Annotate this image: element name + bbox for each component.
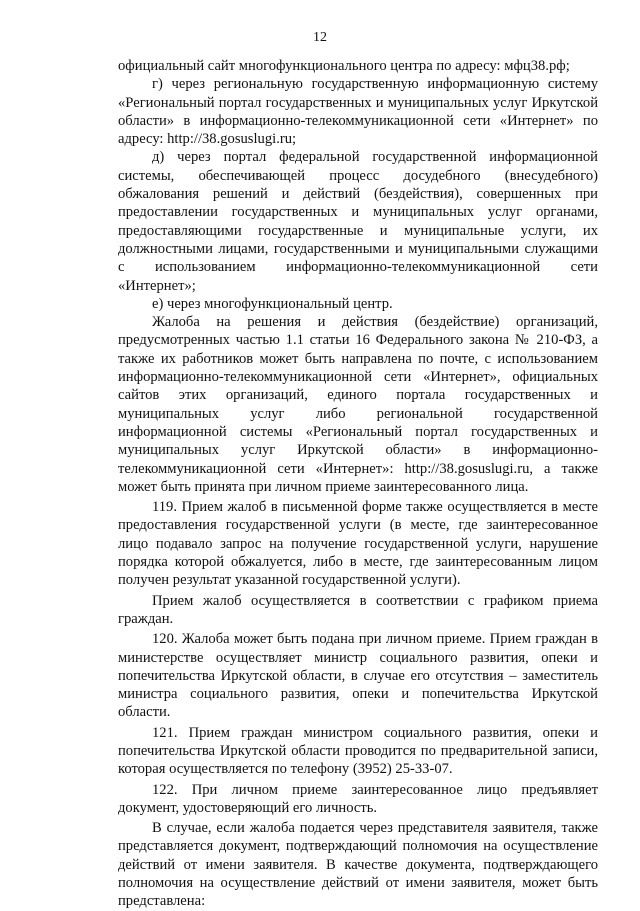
paragraph-item-d: д) через портал федеральной государственной информационной системы, обеспечивающей процесс досудебного (внесудебного) обжалования решений и действий (бездействия), совершенных при предоставлении государственных и муниципальных услуг органами, предоставляющими государственные и муниципальные услуги, их должностными лицами, государственными и муниципальными служащими с использованием информационно-телекоммуникационной сети «Интернет»;: [118, 149, 598, 294]
paragraph-119: 119. Прием жалоб в письменной форме также осуществляется в месте предоставления государственной услуги (в месте, где заинтересованное лицо подавало запрос на получение государственной услуги, нарушение порядка которой обжалуется, либо в месте, где заинтересованным лицом получен результат указанной государственной услуги).: [118, 499, 598, 589]
paragraph-item-g: г) через региональную государственную информационную систему «Региональный портал государственных и муниципальных услуг Иркутской области» в информационно-телекоммуникационной сети «Интернет» по адресу: http://38.gosuslugi.ru;: [118, 76, 598, 148]
paragraph-item-e: е) через многофункциональный центр.: [152, 295, 393, 312]
paragraph-schedule: Прием жалоб осуществляется в соответствии с графиком приема граждан.: [118, 592, 598, 627]
paragraph-website: официальный сайт многофункционального центра по адресу: мфц38.рф;: [118, 58, 570, 74]
paragraph-120: 120. Жалоба может быть подана при личном приеме. Прием граждан в министерстве осуществляет министр социального развития, опеки и попечительства Иркутской области, в случае его отсутствия – заместитель министра социального развития, опеки и попечительства Иркутской области.: [118, 631, 598, 721]
paragraph-121: 121. Прием граждан министром социального развития, опеки и попечительства Иркутской области проводится по предварительной записи, которая осуществляется по телефону (3952) 25-33-07.: [118, 724, 598, 778]
page-number: 12: [313, 30, 327, 45]
paragraph-organizations-complaint: Жалоба на решения и действия (бездействие) организаций, предусмотренных частью 1.1 статьи 16 Федерального закона № 210-ФЗ, а также их работников может быть направлена по почте, с использованием информационно-телекоммуникационной сети «Интернет», официальных сайтов этих организаций, единого портала государственных и муниципальных услуг либо региональной государственной информационной системы «Региональный портал государственных и муниципальных услуг Иркутской области» в информационно-телекоммуникационной сети «Интернет»: http://38.gosuslugi.ru, а также может быть принята при личном приеме заинтересованного лица.: [118, 314, 598, 495]
paragraph-122: 122. При личном приеме заинтересованное лицо предъявляет документ, удостоверяющий его личность.: [118, 781, 598, 816]
paragraph-representative: В случае, если жалоба подается через представителя заявителя, также представляется документ, подтверждающий полномочия на осуществление действий от имени заявителя. В качестве документа, подтверждающего полномочия на осуществление действий от имени заявителя, может быть представлена:: [118, 820, 598, 910]
body-text: [118, 57, 598, 911]
